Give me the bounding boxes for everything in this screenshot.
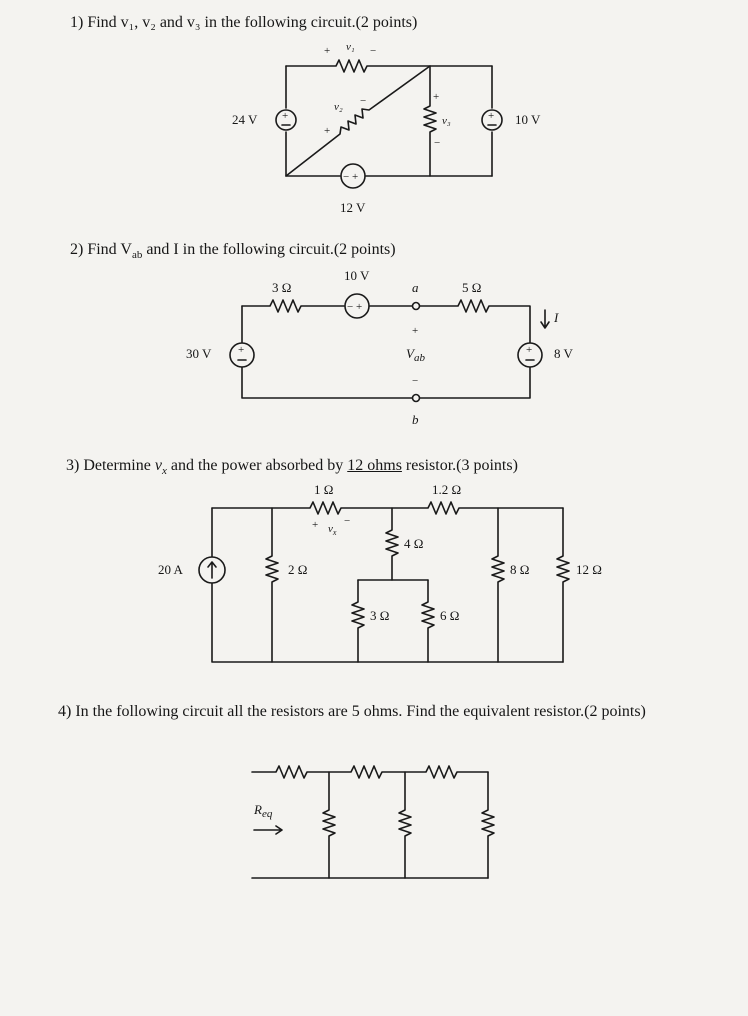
c2-label-i: I [554, 310, 559, 325]
c1-v3-minus: − [434, 137, 441, 149]
c1-wire-top [286, 60, 492, 72]
c4-wire-top [252, 766, 488, 778]
c3-resistor-4ohm [386, 508, 398, 580]
c2-vab-plus: + [412, 325, 419, 337]
c3-label-6ohm: 6 Ω [440, 608, 460, 623]
c4-req-arrow [254, 826, 282, 834]
c1-label-12v: 12 V [340, 200, 366, 215]
question-3-mid: and the power absorbed by [166, 457, 348, 474]
c4-resistor-v1 [323, 772, 335, 878]
c3-resistor-3ohm [352, 580, 364, 662]
c2-wire-bottom-right [420, 367, 530, 398]
c3-resistor-2ohm [266, 508, 278, 662]
c2-vab-minus: − [412, 375, 419, 387]
question-2-rest: and I in the following circuit.(2 points) [142, 241, 396, 258]
c2-source-8v-plus: + [526, 344, 533, 356]
c1-v2-minus: − [360, 95, 367, 107]
c1-v2-label: v₂ [334, 101, 343, 113]
c3-label-20a: 20 A [158, 562, 183, 577]
question-1-text: 1) Find v₁, v₂ and v₃ in the following circuit.(2 points) [70, 14, 418, 31]
c2-node-b [413, 395, 420, 402]
c1-label-10v: 10 V [515, 112, 541, 127]
c3-label-1-2ohm: 1.2 Ω [432, 482, 462, 497]
c3-label-vx: $v_x$ [328, 523, 337, 537]
circuit-1 [232, 41, 541, 215]
c2-current-arrow [541, 310, 549, 328]
c1-source-24v-plus: + [282, 110, 289, 122]
c3-wire-left [212, 508, 563, 662]
c1-source-10v-plus: + [488, 110, 495, 122]
c2-label-30v: 30 V [186, 346, 212, 361]
question-3-sub: x [161, 465, 167, 478]
circuit-2 [186, 268, 574, 427]
c2-label-a: a [412, 280, 419, 295]
c1-resistor-v2 [286, 66, 430, 176]
c1-source-12v-signs: − + [343, 171, 359, 183]
c2-wire-top-left [242, 300, 344, 312]
question-2-text: 2) Find V [70, 241, 132, 258]
c1-v1-label: v₁ [346, 41, 355, 53]
c2-label-10v: 10 V [344, 268, 370, 283]
c3-label-8ohm: 8 Ω [510, 562, 530, 577]
c4-resistor-v3 [482, 772, 494, 878]
c2-wire-top-right [420, 300, 530, 343]
c2-label-vab: $V_{ab}$ [406, 346, 425, 364]
c3-label-1ohm: 1 Ω [314, 482, 334, 497]
c1-v1-minus: − [370, 45, 377, 57]
c1-label-24v: 24 V [232, 112, 258, 127]
c2-node-a [413, 303, 420, 310]
c2-label-5ohm: 5 Ω [462, 280, 482, 295]
c1-v1-plus: + [324, 45, 331, 57]
circuit-3 [158, 482, 602, 662]
question-2-sub: ab [131, 249, 143, 262]
c4-label-req: $R_{eq}$ [254, 802, 273, 820]
c2-source-10v-signs: − + [347, 301, 363, 313]
c3-label-4ohm: 4 Ω [404, 536, 424, 551]
c1-resistor-v3 [424, 66, 436, 176]
question-3-pre: 3) Determine [66, 457, 155, 474]
c3-resistor-6ohm [422, 580, 434, 662]
question-3-var: v [154, 457, 162, 474]
c1-v3-label: v₃ [442, 115, 451, 127]
c3-wire-top [212, 502, 563, 514]
c2-label-b: b [412, 412, 419, 427]
c2-label-3ohm: 3 Ω [272, 280, 292, 295]
c1-v2-plus: + [324, 125, 331, 137]
question-3-rest: resistor.(3 points) [401, 457, 518, 474]
c2-label-8v: 8 V [554, 346, 573, 361]
c2-source-30v-plus: + [238, 344, 245, 356]
c3-resistor-12ohm [557, 508, 569, 662]
question-3-underlined: 12 ohms [347, 457, 402, 474]
circuit-4 [252, 766, 494, 878]
c2-wire-left [242, 306, 412, 398]
c4-resistor-v2 [399, 772, 411, 878]
c3-vx-minus: − [344, 515, 351, 527]
c1-v3-plus: + [433, 91, 440, 103]
c3-label-12ohm: 12 Ω [576, 562, 602, 577]
c3-vx-plus: + [312, 519, 319, 531]
c3-label-3ohm: 3 Ω [370, 608, 390, 623]
c3-label-2ohm: 2 Ω [288, 562, 308, 577]
c3-resistor-8ohm [492, 508, 504, 662]
question-4-text: 4) In the following circuit all the resistors are 5 ohms. Find the equivalent resistor.(2 points) [58, 703, 646, 720]
